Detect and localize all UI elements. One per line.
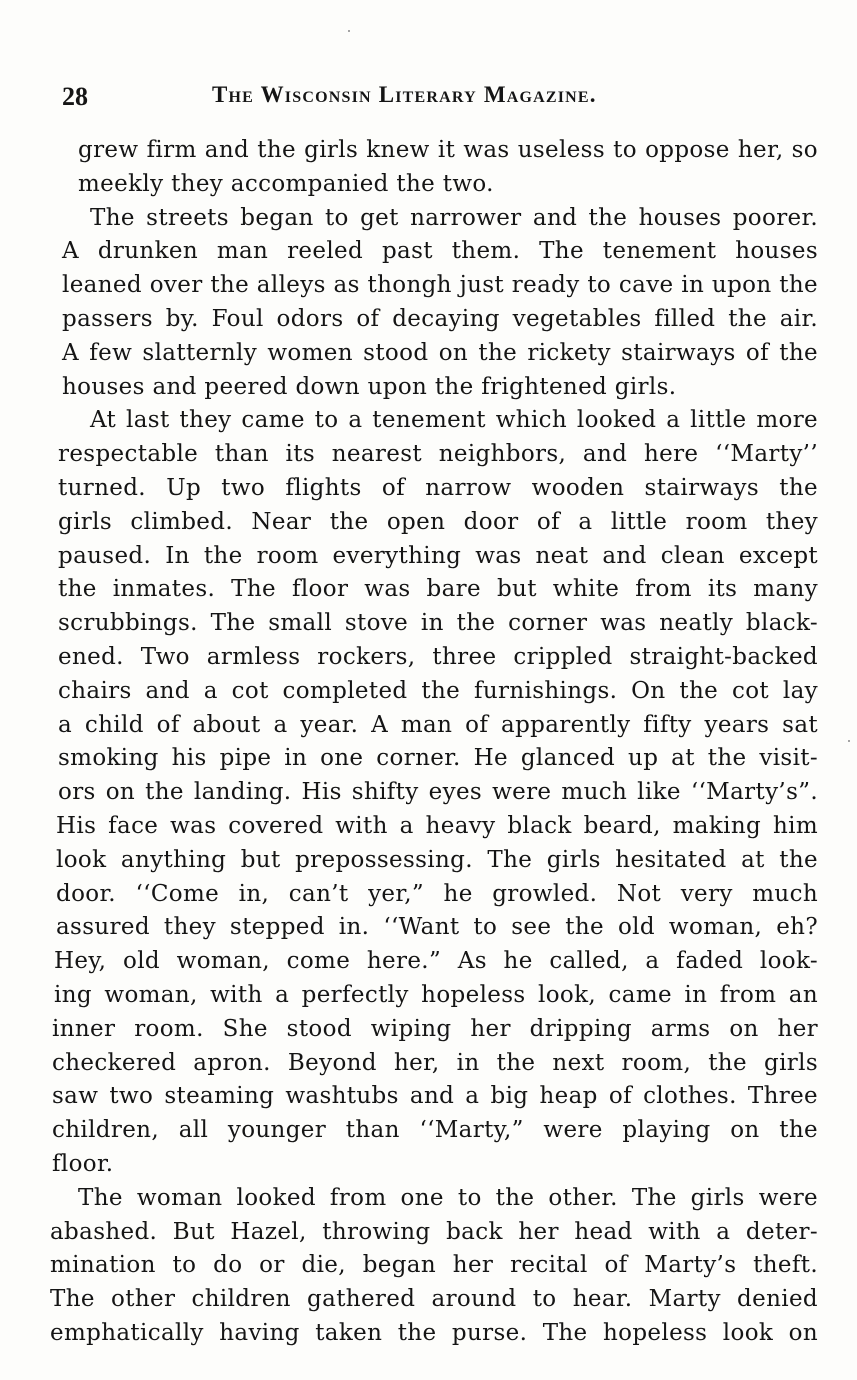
text-line: emphatically having taken the purse. The hopeless look on [50,1319,818,1346]
text-line: chairs and a cot completed the furnishings. On the cot lay [58,677,818,704]
text-line: paused. In the room everything was neat and clean except [58,542,818,569]
text-line: assured they stepped in. ‘‘Want to see the old woman, eh? [56,914,818,941]
page-number: 28 [62,82,88,111]
paper-speck [348,30,350,32]
text-line: door. ‘‘Come in, can’t yer,” he growled. Not very much [56,880,818,907]
text-line: mination to do or die, began her recital of Marty’s theft. [50,1252,818,1279]
text-line: A few slatternly women stood on the rickety stairways of the [62,339,818,366]
text-line: grew firm and the girls knew it was useless to oppose her, so [78,137,818,163]
text-line: saw two steaming washtubs and a big heap of clothes. Three [52,1083,818,1110]
text-line: passers by. Foul odors of decaying vegetables filled the air. [62,305,818,332]
text-line: houses and peered down upon the frightened girls. [62,373,677,400]
text-line: ing woman, with a perfectly hopeless look, came in from an [54,981,818,1008]
text-line: The other children gathered around to hear. Marty denied [50,1286,818,1313]
page-header [62,78,822,112]
text-line: respectable than its nearest neighbors, and here ‘‘Marty’’ [58,441,818,468]
text-line: the inmates. The floor was bare but white from its many [58,576,818,603]
body-text [50,134,818,1351]
text-line: smoking his pipe in one corner. He glanced up at the visit- [58,745,818,772]
text-line: meekly they accompanied the two. [78,170,494,197]
text-line: The streets began to get narrower and the houses poorer. [90,204,818,231]
text-line: At last they came to a tenement which looked a little more [90,407,818,434]
text-line: His face was covered with a heavy black beard, making him [56,812,818,839]
paper-speck [848,740,850,742]
text-line: leaned over the alleys as thongh just ready to cave in upon the [62,272,818,299]
text-line: scrubbings. The small stove in the corner was neatly black- [58,610,818,637]
text-line: ened. Two armless rockers, three crippled straight-backed [58,643,818,670]
text-line: turned. Up two flights of narrow wooden stairways the [58,474,818,501]
text-line: girls climbed. Near the open door of a little room they [58,508,818,535]
text-line: look anything but prepossessing. The girls hesitated at the [56,846,818,873]
text-line: abashed. But Hazel, throwing back her head with a deter- [50,1218,818,1245]
text-line: checkered apron. Beyond her, in the next room, the girls [52,1049,818,1076]
text-line: Hey, old woman, come here.” As he called, a faded look- [54,948,818,975]
text-line: children, all younger than ‘‘Marty,” were playing on the [52,1117,818,1144]
text-line: floor. [52,1150,114,1177]
text-line: ors on the landing. His shifty eyes were much like ‘‘Marty’s”. [58,779,818,806]
text-line: inner room. She stood wiping her dripping arms on her [52,1015,818,1042]
running-head: The Wisconsin Literary Magazine. [212,82,597,107]
text-line: A drunken man reeled past them. The tenement houses [62,238,818,265]
text-line: a child of about a year. A man of apparently fifty years sat [58,711,818,738]
text-line: The woman looked from one to the other. The girls were [78,1184,818,1211]
